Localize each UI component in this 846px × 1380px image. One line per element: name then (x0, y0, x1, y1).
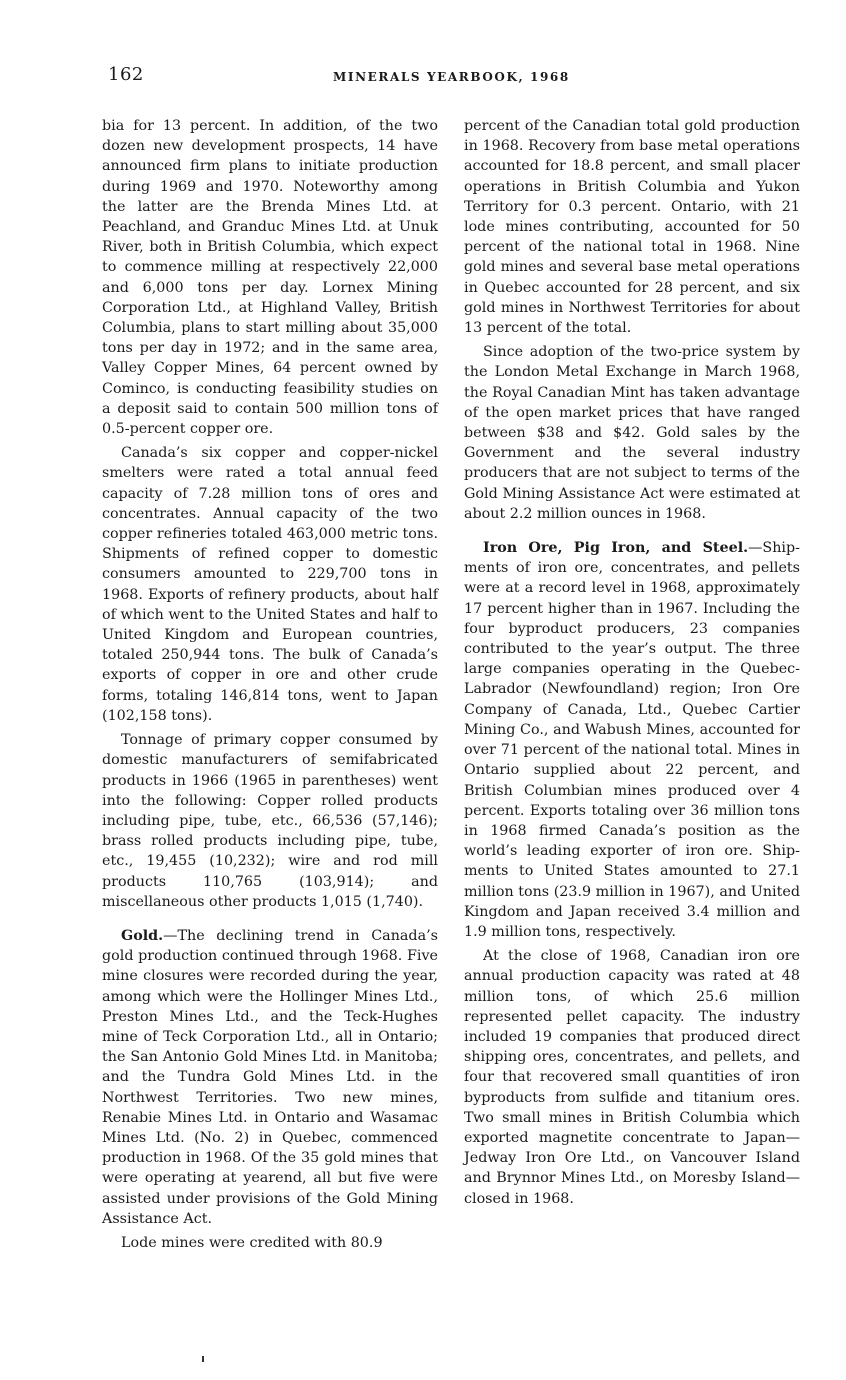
paragraph-iron-ore-capacity: At the close of 1968, Canadian iron ore annual production capacity was rated at 48 million tons, of which 25.6 million represented pellet capacity. The industry included 19 companies that produced direct shipping ores, concentrates, and pellets, and four that recovered small quantities of iron byproducts from sulfide and titanium ores. Two small mines in British Columbia which exported magnetite concentrate to Japan—Jedway Iron Ore Ltd., on Vancouver Island and Brynnor Mines Ltd., on Moresby Island—closed in 1968. (464, 948, 800, 1207)
section-gold (102, 926, 438, 1229)
iron-ore-heading: Iron Ore, Pig Iron, and Steel. (483, 540, 749, 557)
paragraph-copper-prospects-continued: bia for 13 percent. In addition, of the two dozen new development prospects, 14 have announced firm plans to initiate production during 1969 and 1970. Noteworthy among the latter are the Brenda Mines Ltd. at Peachland, and Granduc Mines Ltd. at Unuk River, both in British Columbia, which expect to commence milling at respectively 22,000 and 6,000 tons per day. Lornex Mining Corporation Ltd., at Highland Valley, British Columbia, plans to start milling about 35,000 tons per day in 1972; and in the same area, Valley Copper Mines, 64 percent owned by Cominco, is conducting feasibility studies on a deposit said to contain 500 million tons of 0.5-percent copper ore. (102, 118, 438, 438)
paragraph-copper-smelters: Canada’s six copper and copper-nickel smelters were rated a total annual feed capacity of 7.28 million tons of ores and concentrates. Annual capacity of the two copper refineries totaled 463,000 metric tons. Shipments of refined copper to domestic consumers amounted to 229,700 tons in 1968. Exports of refinery products, about half of which went to the United States and half to United Kingdom and European countries, totaled 250,944 tons. The bulk of Canada’s exports of copper in ore and other crude forms, totaling 146,814 tons, went to Japan (102,158 tons). (102, 445, 438, 724)
paragraph-copper-consumption: Tonnage of primary copper consumed by domestic manufacturers of semifabricated products in 1966 (1965 in parentheses) went into the following: Copper rolled products including pipe, tube, etc., 66,536 (57,146); brass rolled products including pipe, tube, etc., 19,455 (10,232); wire and rod mill products 110,765 (103,914); and miscellaneous other products 1,015 (1,740). (102, 732, 438, 910)
gold-heading: Gold. (121, 927, 164, 944)
iron-ore-text: —Shipments of iron ore, concentrates, and pellets were at a record level in 1968, approximately 17 percent higher than in 1967. Including the four byproduct producers, 23 companies contributed to the year’s output. The three large companies operating in the Quebec-Labrador (Newfoundland) region; Iron Ore Company of Canada, Ltd., Quebec Cartier Mining Co., and Wabush Mines, accounted for over 71 percent of the national total. Mines in Ontario supplied about 22 percent, and British Columbian mines produced over 4 percent. Exports totaling over 36 million tons in 1968 firmed Canada’s position as the world’s leading exporter of iron ore. Shipments to United States amounted to 27.1 million tons (23.9 million in 1967), and United Kingdom and Japan received 3.4 million and 1.9 million tons, respectively. (464, 540, 800, 940)
right-column (464, 116, 800, 1213)
paragraph-two-price-system: Since adoption of the two-price system by the London Metal Exchange in March 1968, the Royal Canadian Mint has taken advantage of the open market prices that have ranged between $38 and $42. Gold sales by the Government and the several industry producers that are not subject to terms of the Gold Mining Assistance Act were estimated at about 2.2 million ounces in 1968. (464, 344, 800, 522)
left-column (102, 116, 438, 1257)
paragraph-gold-production-continued: percent of the Canadian total gold production in 1968. Recovery from base metal operations accounted for 18.8 percent, and small placer operations in British Columbia and Yukon Territory for 0.3 percent. Ontario, with 21 lode mines contributing, accounted for 50 percent of the national total in 1968. Nine gold mines and several base metal operations in Quebec accounted for 28 percent, and six gold mines in Northwest Territories for about 13 percent of the total. (464, 118, 800, 337)
running-title: MINERALS YEARBOOK, 1968 (333, 70, 570, 84)
page-number: 162 (108, 64, 144, 85)
stray-ink-mark (202, 1356, 204, 1362)
section-iron-ore (464, 538, 800, 942)
gold-text: —The declining trend in Canada’s gold production continued through 1968. Five mine closures were recorded during the year, among which were the Hollinger Mines Ltd., Preston Mines Ltd., and the Teck-Hughes mine of Teck Corporation Ltd., all in Ontario; the San Antonio Gold Mines Ltd. in Manitoba; and the Tundra Gold Mines Ltd. in the Northwest Territories. Two new mines, Renabie Mines Ltd. in Ontario and Wasamac Mines Ltd. (No. 2) in Quebec, commenced production in 1968. Of the 35 gold mines that were operating at yearend, all but five were assisted under provisions of the Gold Mining Assistance Act. (102, 927, 438, 1227)
paragraph-lode-mines: Lode mines were credited with 80.9 (121, 1234, 383, 1251)
